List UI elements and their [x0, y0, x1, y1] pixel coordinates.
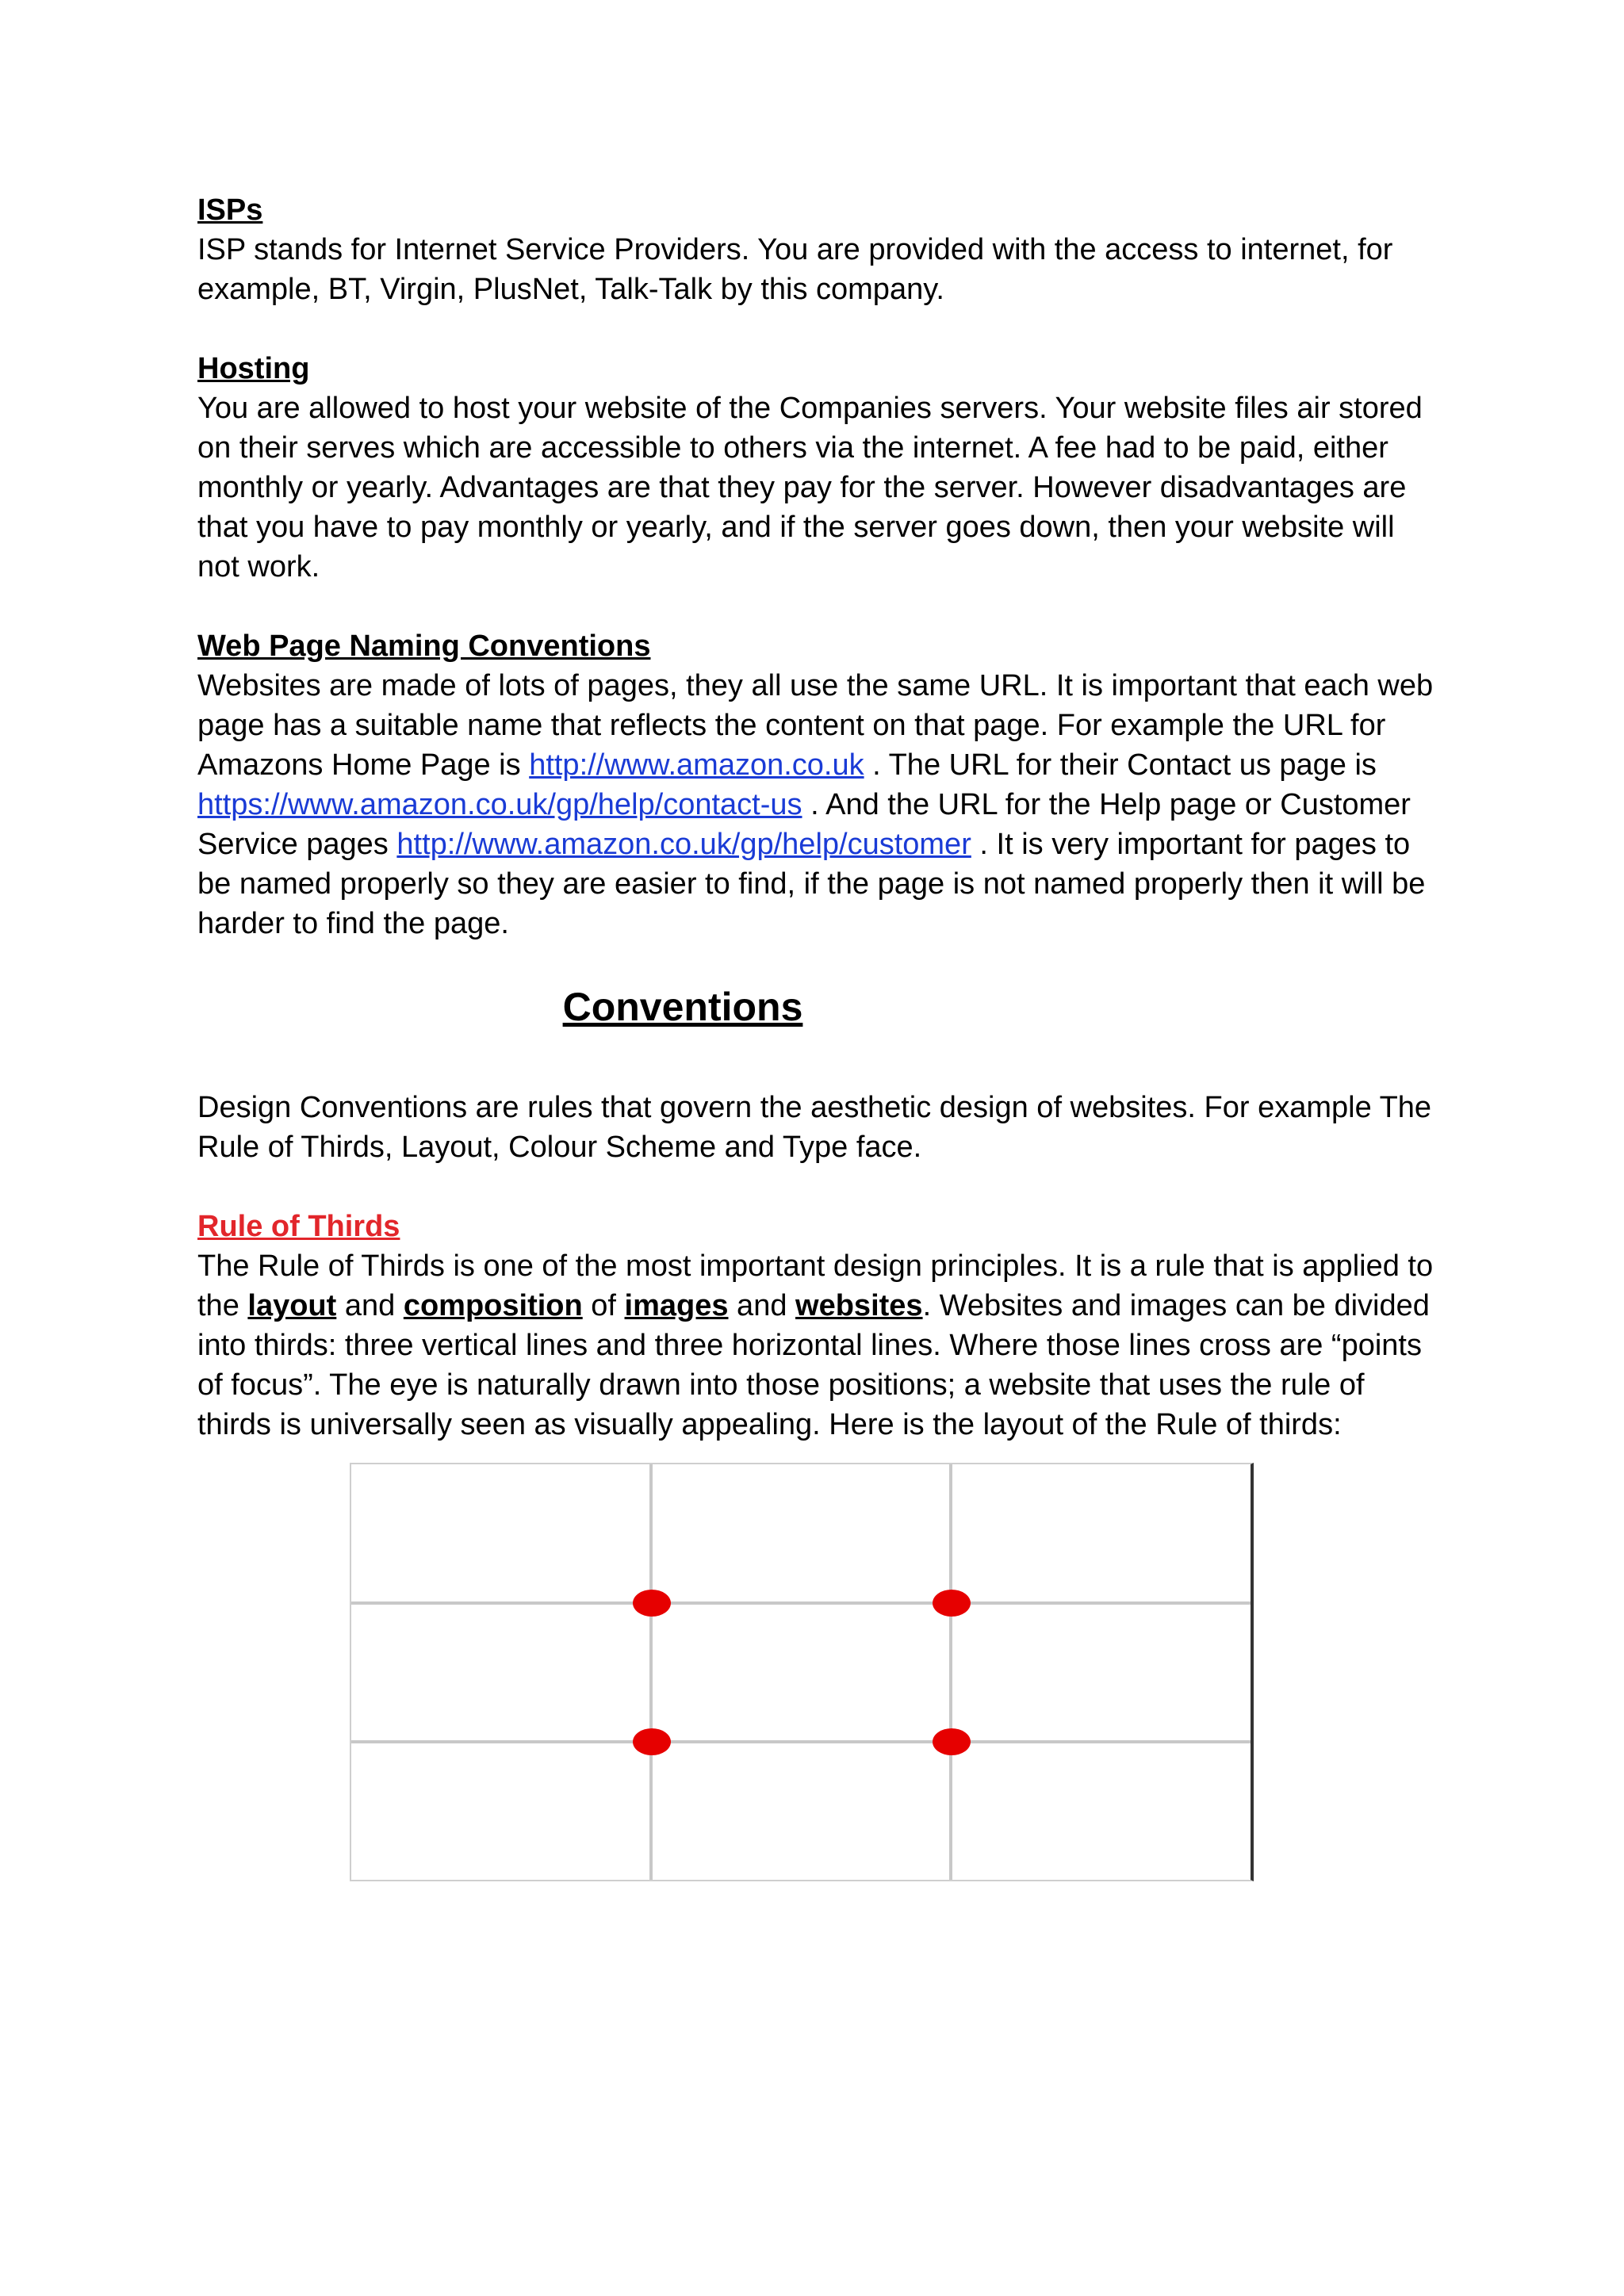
top-content	[197, 190, 1442, 983]
naming-text-4: . It is very important for pages to be named properly so they are easier to find, if the page is not named properly then it will be harder to find the page.	[197, 828, 1426, 940]
hosting-section	[197, 349, 1442, 587]
focus-point-bottom-left	[633, 1728, 671, 1755]
isps-section	[197, 190, 1442, 309]
rot-text-2: and	[336, 1289, 404, 1322]
hosting-body: You are allowed to host your website of the Companies servers. Your website files air stored on their serves which are accessible to others via the internet. A fee had to be paid, either monthly or yearly. Advantages are that they pay for the server. However disadvantages are that you have to pay monthly or yearly, and if the server goes down, then your website will not work.	[197, 392, 1423, 584]
rot-text-3: of	[582, 1289, 625, 1322]
amazon-customer-link[interactable]: http://www.amazon.co.uk/gp/help/customer	[396, 828, 971, 861]
isps-heading: ISPs	[197, 193, 263, 227]
focus-point-bottom-right	[933, 1728, 971, 1755]
focus-point-top-left	[633, 1590, 671, 1617]
conventions-intro: Design Conventions are rules that govern the aesthetic design of websites. For example The Rule of Thirds, Layout, Colour Scheme and Type face.	[197, 1091, 1432, 1164]
conventions-intro-section	[197, 1088, 1442, 1167]
naming-text-2: . The URL for their Contact us page is	[864, 748, 1377, 782]
kw-images: images	[624, 1289, 729, 1322]
rule-of-thirds-body	[197, 1246, 1442, 1445]
isps-body: ISP stands for Internet Service Providers. You are provided with the access to internet, for example, BT, Virgin, PlusNet, Talk-Talk by this company.	[197, 233, 1393, 306]
naming-text-1: Websites are made of lots of pages, they all use the same URL. It is important that each web page has a suitable name that reflects the content on that page. For example the URL for Amazons Home Page is	[197, 669, 1434, 782]
amazon-home-link[interactable]: http://www.amazon.co.uk	[529, 748, 864, 782]
rot-text-5: . Websites and images can be divided into thirds: three vertical lines and three horizontal lines. Where those lines cross are “points of focus”. The eye is naturally drawn into those positions; a website that uses the rule of thirds is universally seen as visually appealing. Here is the layout of the Rule of thirds:	[197, 1289, 1430, 1441]
kw-websites: websites	[795, 1289, 923, 1322]
kw-layout: layout	[247, 1289, 337, 1322]
focus-point-top-right	[933, 1590, 971, 1617]
naming-heading: Web Page Naming Conventions	[197, 629, 651, 663]
rule-of-thirds-heading: Rule of Thirds	[197, 1210, 400, 1243]
rot-text-4: and	[728, 1289, 796, 1322]
conventions-title: Conventions	[562, 985, 803, 1029]
naming-text-3: . And the URL for the Help page or Customer Service pages	[197, 788, 1411, 861]
hosting-heading: Hosting	[197, 352, 310, 385]
naming-body	[197, 666, 1442, 943]
amazon-contact-link[interactable]: https://www.amazon.co.uk/gp/help/contact-us	[197, 788, 802, 821]
kw-composition: composition	[403, 1289, 583, 1322]
rule-of-thirds-section	[197, 1207, 1442, 1445]
rule-of-thirds-grid	[351, 1464, 1251, 1880]
rot-text-1: The Rule of Thirds is one of the most important design principles. It is a rule that is applied to the	[197, 1249, 1434, 1322]
naming-section	[197, 626, 1442, 943]
conventions-content	[197, 1088, 1442, 1445]
rule-of-thirds-figure	[350, 1463, 1254, 1881]
